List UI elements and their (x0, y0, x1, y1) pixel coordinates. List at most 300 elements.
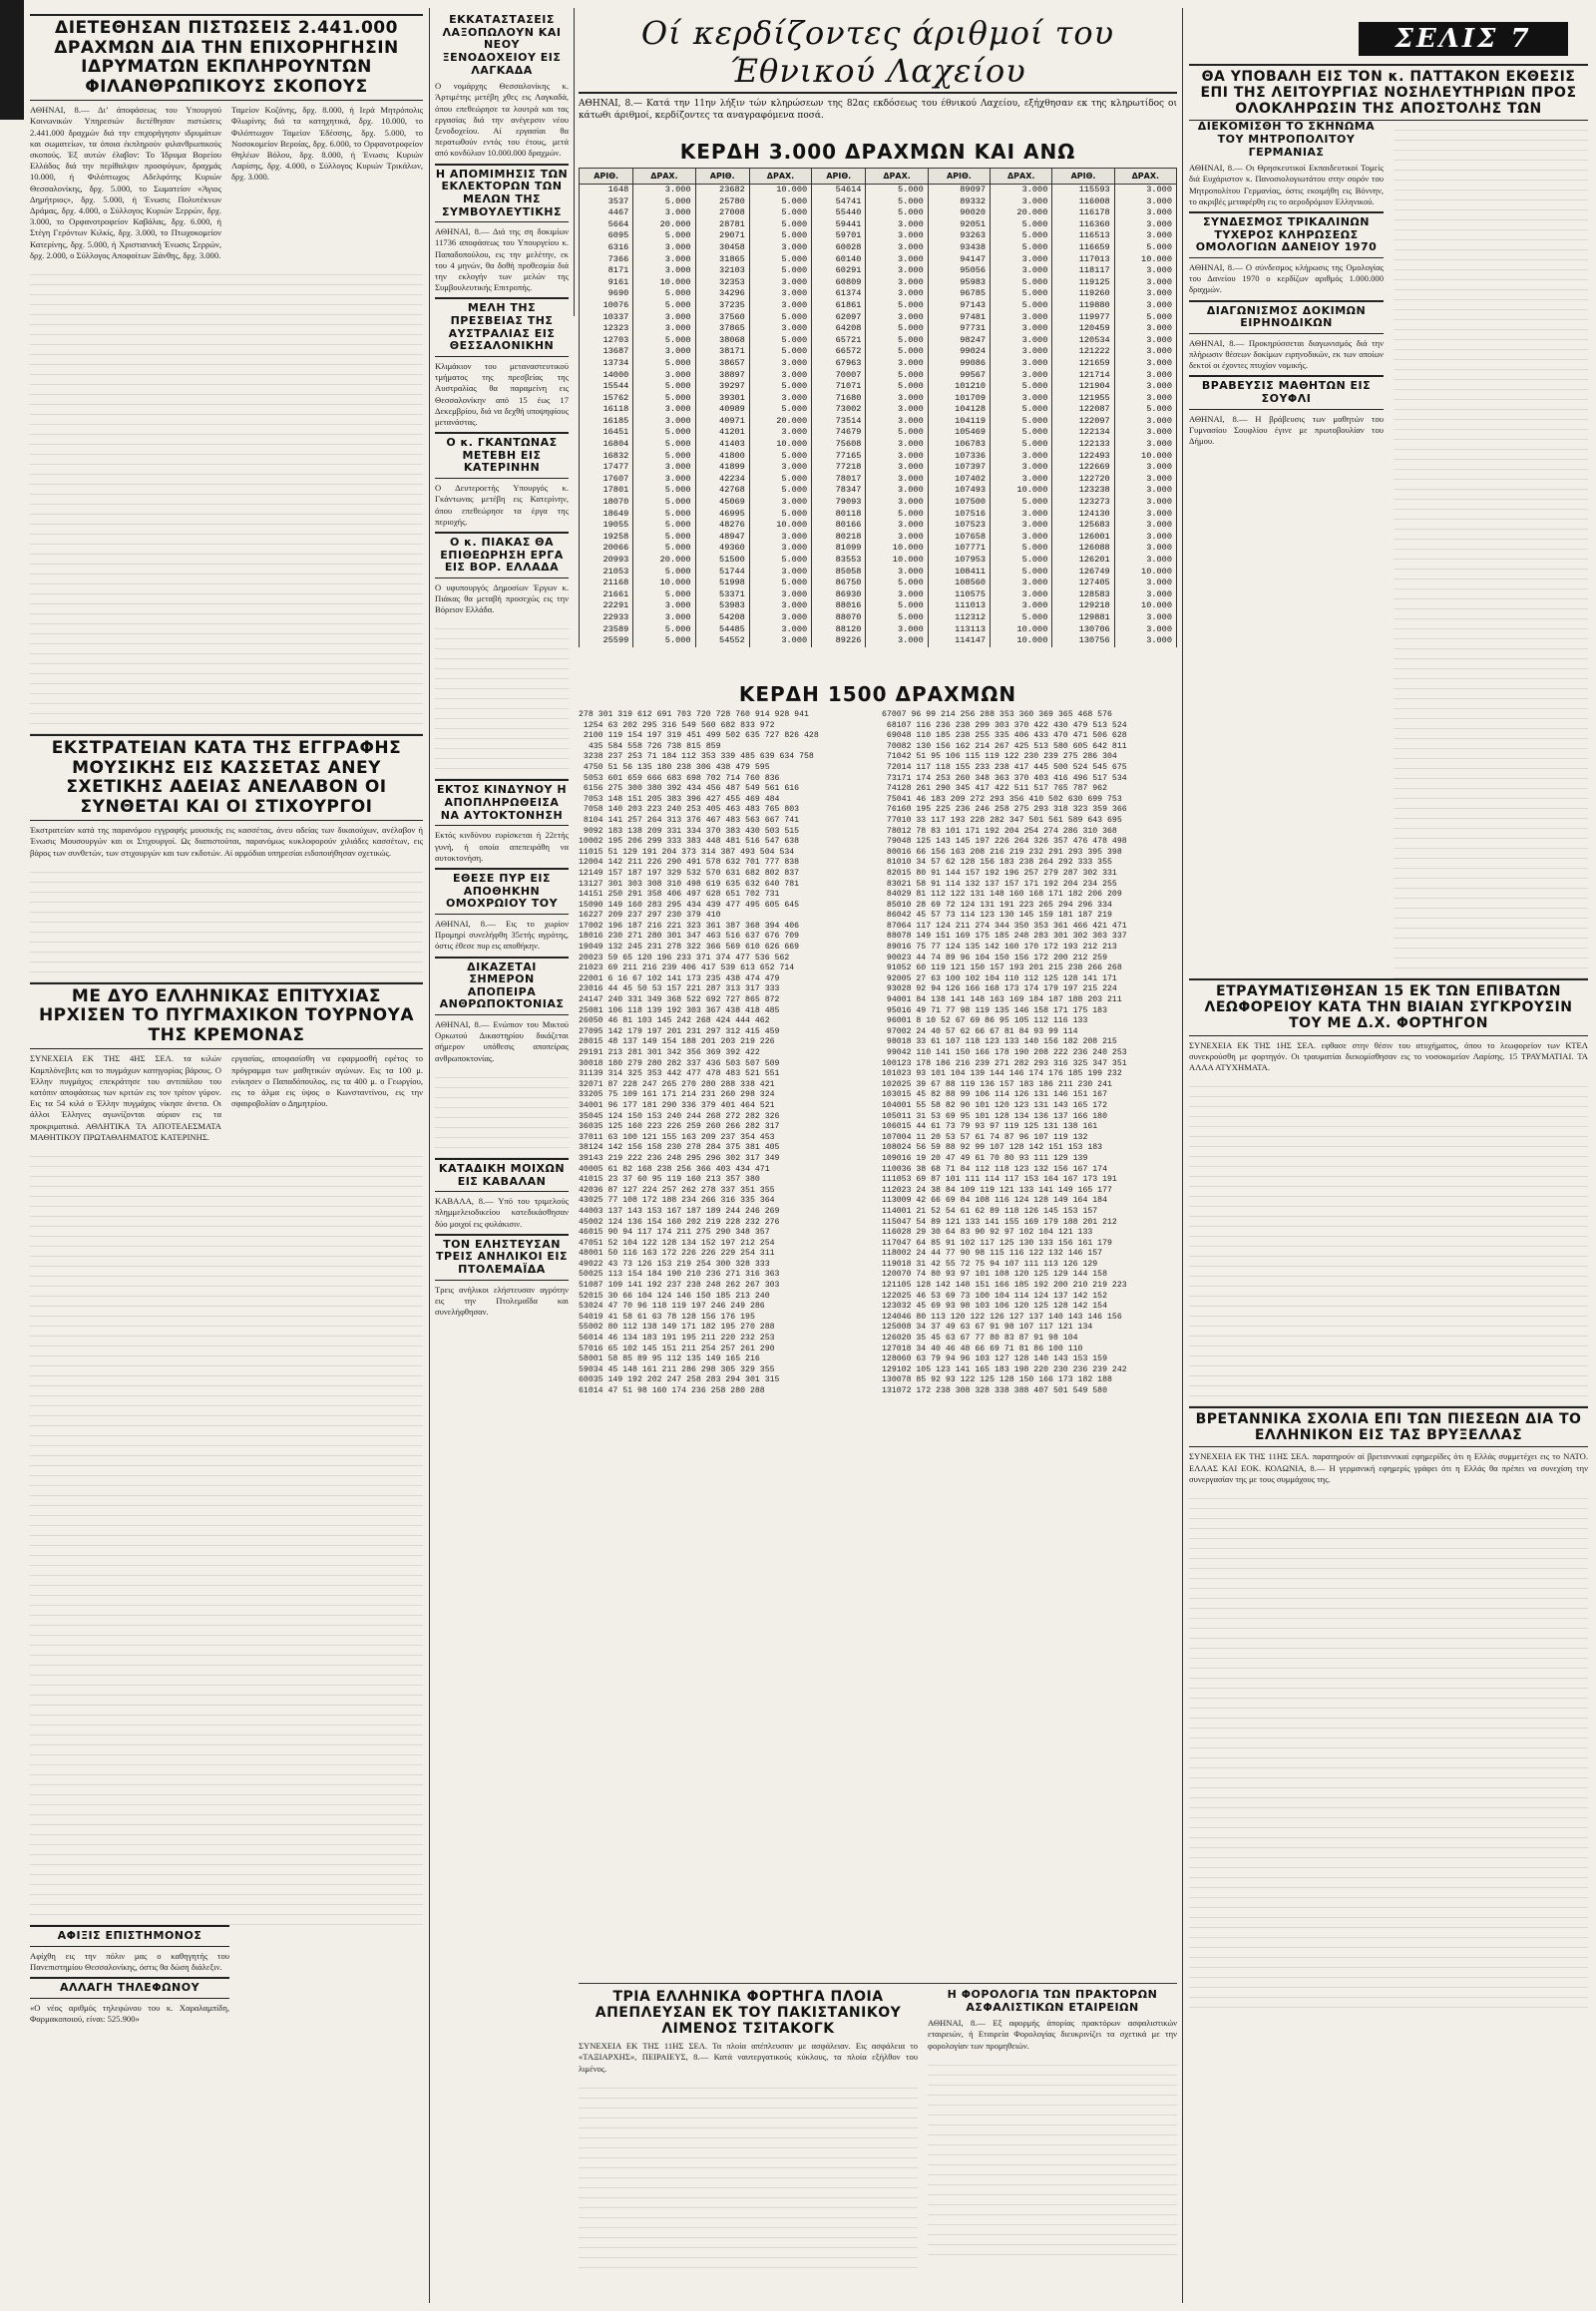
table-cell: 3.000 (1114, 230, 1176, 242)
table-cell: 3.000 (866, 393, 928, 405)
table-cell: 5.000 (866, 346, 928, 358)
table-cell: 5.000 (866, 381, 928, 393)
table-cell: 83553 (812, 555, 866, 567)
table-cell: 66572 (812, 346, 866, 358)
table-cell: 28781 (695, 219, 749, 231)
table-cell: 127405 (1052, 578, 1114, 589)
table-cell: 3.000 (749, 462, 811, 474)
table-cell: 20.000 (633, 219, 695, 231)
article-boxing-text-2: εργασίας, αποφασίσθη να εφαρμοσθή εφέτος το πρόγραμμα των μαθητικών αγώνων. Εις τα 100 μ. ενίκησεν ο Παπαδόπουλος, εις τα 400 μ. ο Γεωργίου, εις το άλμα εις ύψος ο Κωνσταντίνου, εις την σφαιροβολίαν ο Δημητρίου. (231, 1053, 423, 1109)
table-cell: 3.000 (749, 624, 811, 636)
table-row (580, 462, 1177, 474)
table-cell: 86750 (812, 578, 866, 589)
table-cell: 5.000 (749, 404, 811, 416)
table-cell: 27008 (695, 207, 749, 219)
table-cell: 5.000 (633, 300, 695, 312)
table-cell: 54552 (695, 635, 749, 647)
table-row (580, 288, 1177, 300)
table-cell: 23589 (580, 624, 633, 636)
table-cell: 5.000 (866, 335, 928, 347)
table-cell: 5664 (580, 219, 633, 231)
table-cell: 15544 (580, 381, 633, 393)
table-cell: 3.000 (1114, 196, 1176, 208)
table-cell: 3.000 (1114, 543, 1176, 555)
table-cell: 3.000 (1114, 624, 1176, 636)
article-british-text: ΣΥΝΕΧΕΙΑ ΕΚ ΤΗΣ 11ΗΣ ΣΕΛ. παρατηρούν αί βρεταννικαί εφημερίδες ότι η Ελλάς συμμετέχει εις το ΝΑΤΟ. ΕΛΛΑΣ ΚΑΙ ΕΟΚ. ΚΟΛΩΝΙΑ, 8.— Η γερμανική εφημερίς γράφει ότι η Ελλάς θα πρέπει να συνεχίση την συνεργασίαν της με τους συμμάχους της. (1189, 1451, 1588, 1484)
table-row (580, 439, 1177, 451)
table-cell: 5.000 (749, 219, 811, 231)
table-row (580, 485, 1177, 497)
table-cell: 3.000 (866, 242, 928, 254)
table-cell: 3.000 (866, 520, 928, 532)
table-cell: 3.000 (866, 532, 928, 544)
table-cell: 116008 (1052, 196, 1114, 208)
table-cell: 119125 (1052, 277, 1114, 289)
table-cell: 3.000 (1114, 520, 1176, 532)
table-cell: 119260 (1052, 288, 1114, 300)
table-cell: 3.000 (633, 323, 695, 335)
table-cell: 3.000 (1114, 578, 1176, 589)
table-cell: 41201 (695, 427, 749, 439)
table-cell: 45069 (695, 497, 749, 509)
table-cell: 108411 (928, 567, 990, 578)
table-cell: 3.000 (1114, 335, 1176, 347)
table-cell: 5.000 (633, 532, 695, 544)
table-cell: 62097 (812, 312, 866, 324)
table-cell: 3.000 (866, 439, 928, 451)
table-cell: 121659 (1052, 358, 1114, 370)
table-cell: 59441 (812, 219, 866, 231)
table-cell: 5.000 (633, 543, 695, 555)
table-cell: 39301 (695, 393, 749, 405)
table-cell: 5.000 (749, 254, 811, 266)
table-row (580, 300, 1177, 312)
table-cell: 5.000 (866, 612, 928, 624)
table-cell: 3.000 (1114, 635, 1176, 647)
table-cell: 19055 (580, 520, 633, 532)
table-cell: 3.000 (749, 589, 811, 601)
table-cell: 53371 (695, 589, 749, 601)
table-cell: 3.000 (633, 404, 695, 416)
table-row (580, 497, 1177, 509)
table-cell: 101709 (928, 393, 990, 405)
table-cell: 81099 (812, 543, 866, 555)
table-cell: 20.000 (991, 207, 1052, 219)
numbers-right-block (882, 710, 1177, 1977)
table-cell: 80118 (812, 509, 866, 521)
table-cell: 5.000 (866, 300, 928, 312)
table-cell: 93438 (928, 242, 990, 254)
table-cell: 70007 (812, 370, 866, 382)
table-cell: 3.000 (866, 485, 928, 497)
table-cell: 3.000 (991, 578, 1052, 589)
table-cell: 10.000 (749, 185, 811, 196)
table-cell: 3.000 (991, 451, 1052, 463)
page-edge-mark (0, 0, 24, 120)
table-cell: 18649 (580, 509, 633, 521)
table-cell: 3.000 (1114, 485, 1176, 497)
table-cell: 122097 (1052, 416, 1114, 428)
table-row (580, 230, 1177, 242)
table-cell: 54208 (695, 612, 749, 624)
headline-piakas: Ο κ. ΠΙΑΚΑΣ ΘΑ ΕΠΙΘΕΩΡΗΣΗ ΕΡΓΑ ΕΙΣ ΒΟΡ. ΕΛΛΑΔΑ (435, 532, 569, 578)
table-cell: 64208 (812, 323, 866, 335)
table-cell: 30458 (695, 242, 749, 254)
headline-gkantonas: Ο κ. ΓΚΑΝΤΩΝΑΣ ΜΕΤΕΒΗ ΕΙΣ ΚΑΤΕΡΙΝΗΝ (435, 432, 569, 479)
table-row (580, 589, 1177, 601)
table-cell: 54741 (812, 196, 866, 208)
table-cell: 49360 (695, 543, 749, 555)
table-cell: 23682 (695, 185, 749, 196)
table-cell: 20993 (580, 555, 633, 567)
table-cell: 5.000 (866, 370, 928, 382)
headline-british: ΒΡΕΤΑΝΝΙΚΑ ΣΧΟΛΙΑ ΕΠΙ ΤΩΝ ΠΙΕΣΕΩΝ ΔΙΑ ΤΟ ΕΛΛΗΝΙΚΟΝ ΕΙΣ ΤΑΣ ΒΡΥΞΕΛΛΑΣ (1189, 1406, 1588, 1447)
table-cell: 3.000 (1114, 277, 1176, 289)
table-cell: 5.000 (1114, 404, 1176, 416)
table-row (580, 207, 1177, 219)
table-cell: 97481 (928, 312, 990, 324)
table-cell: 3.000 (633, 207, 695, 219)
article-lagkadas-text: Ο νομάρχης Θεσσαλονίκης κ. Άρτιμέτης μετέβη χθες εις Λαγκαδά, όπου επεθεώρησε τα λουτρά και τας εργασίας διά την ανέγερσιν νέου ξενοδοχείου. Αί εργασίαι θα περατωθούν εντός του έτους, μετά από κονδύλιον 10.000.000 δραχμών. (435, 81, 569, 159)
article-scientist-text: Αφίχθη εις την πόλιν μας ο καθηγητής του Πανεπιστημίου Θεσσαλονίκης, όστις θα δώση διάλεξιν. (30, 1950, 229, 1972)
table-cell: 9161 (580, 277, 633, 289)
table-cell: 41403 (695, 439, 749, 451)
table-cell: 5.000 (633, 567, 695, 578)
text-block-filler (435, 1068, 569, 1158)
table-cell: 3.000 (866, 635, 928, 647)
headline-metropolitan: ΔΙΕΚΟΜΙΣΘΗ ΤΟ ΣΚΗΝΩΜΑ ΤΟΥ ΜΗΤΡΟΠΟΛΙΤΟΥ ΓΕΡΜΑΝΙΑΣ (1197, 120, 1376, 159)
table-cell: 114147 (928, 635, 990, 647)
table-cell: 106783 (928, 439, 990, 451)
lottery-subheading-1500: ΚΕΡΔΗ 1500 ΔΡΑΧΜΩΝ (738, 682, 1017, 706)
table-row (580, 578, 1177, 589)
table-cell: 5.000 (991, 543, 1052, 555)
table-cell: 125683 (1052, 520, 1114, 532)
table-cell: 3.000 (991, 393, 1052, 405)
table-header-cell: ΑΡΙΘ. (1052, 169, 1114, 185)
table-cell: 25599 (580, 635, 633, 647)
table-cell: 3.000 (749, 288, 811, 300)
text-block-filler (30, 1147, 423, 1925)
table-cell: 9690 (580, 288, 633, 300)
table-cell: 104128 (928, 404, 990, 416)
headline-ptolemaida: ΤΟΝ ΕΛΗΣΤΕΥΣΑΝ ΤΡΕΙΣ ΑΝΗΛΙΚΟΙ ΕΙΣ ΠΤΟΛΕΜΑΪΔΑ (435, 1234, 569, 1281)
table-cell: 107336 (928, 451, 990, 463)
table-cell: 13687 (580, 346, 633, 358)
table-cell: 5.000 (749, 381, 811, 393)
table-cell: 94147 (928, 254, 990, 266)
table-cell: 32353 (695, 277, 749, 289)
table-header-cell: ΔΡΑΧ. (866, 169, 928, 185)
table-cell: 3.000 (991, 532, 1052, 544)
table-cell: 112312 (928, 612, 990, 624)
text-block-filler (1189, 1489, 1588, 2008)
table-cell: 12323 (580, 323, 633, 335)
text-block-filler (579, 2079, 918, 2268)
table-cell: 71071 (812, 381, 866, 393)
column-rule (1182, 8, 1183, 2303)
table-cell: 61374 (812, 288, 866, 300)
table-cell: 3.000 (633, 312, 695, 324)
headline-fire: ΕΘΕΣΕ ΠΥΡ ΕΙΣ ΑΠΟΘΗΚΗΝ ΟΜΟΧΡΩΙΟΥ ΤΟΥ (435, 868, 569, 915)
table-cell: 5.000 (866, 600, 928, 612)
headline-pattakos: ΘΑ ΥΠΟΒΑΛΗ ΕΙΣ ΤΟΝ κ. ΠΑΤΤΑΚΟΝ ΕΚΘΕΣΙΣ ΕΠΙ ΤΗΣ ΛΕΙΤΟΥΡΓΙΑΣ ΝΟΣΗΛΕΥΤΗΡΙΩΝ ΠΡΟΣ ΟΛΟΚΛΗΡΩΣΙΝ ΤΗΣ ΑΠΟΣΤΟΛΗΣ ΤΩΝ (1189, 64, 1588, 121)
table-cell: 5.000 (866, 323, 928, 335)
table-cell: 59701 (812, 230, 866, 242)
table-cell: 5.000 (991, 288, 1052, 300)
table-cell: 88070 (812, 612, 866, 624)
lottery-table (579, 168, 1177, 647)
table-cell: 5.000 (749, 509, 811, 521)
lottery-table-header (580, 169, 1177, 185)
table-cell: 3.000 (1114, 439, 1176, 451)
article-phone-text: «Ο νέος αριθμός τηλεφώνου του κ. Χαραλαμπίδη, Φαρμακοποιού, είναι: 525.900» (30, 2002, 229, 2024)
table-cell: 54485 (695, 624, 749, 636)
article-gkantonas-text: Ο Δευτεροετής Υπουργός κ. Γκάντωνας μετέβη εις Κατερίνην, όπου επεθεώρησε τα έργα της περιοχής. (435, 483, 569, 527)
text-block-filler (1394, 121, 1588, 978)
table-cell: 130756 (1052, 635, 1114, 647)
table-cell: 51998 (695, 578, 749, 589)
table-cell: 38171 (695, 346, 749, 358)
table-cell: 118117 (1052, 265, 1114, 277)
table-cell: 3.000 (749, 393, 811, 405)
article-trikala-text: ΑΘΗΝΑΙ, 8.— Ο σύνδεσμος κλήρωσις της Ομολογίας του Δανείου 1970 ο κερδίζων αριθμός 1.000.000 δραχμών. (1189, 261, 1384, 295)
article-piakas-text: Ο υφυπουργός Δημοσίων Έργων κ. Πιάκας θα μεταβή προσεχώς εις την Βόρειον Ελλάδα. (435, 581, 569, 615)
table-row (580, 370, 1177, 382)
table-cell: 3.000 (866, 254, 928, 266)
text-block-filler (1189, 1077, 1588, 1406)
table-cell: 3.000 (866, 230, 928, 242)
table-cell: 5.000 (633, 381, 695, 393)
table-cell: 37560 (695, 312, 749, 324)
table-cell: 20066 (580, 543, 633, 555)
table-cell: 48947 (695, 532, 749, 544)
table-cell: 5.000 (633, 230, 695, 242)
table-cell: 3.000 (633, 265, 695, 277)
table-cell: 3.000 (991, 462, 1052, 474)
table-cell: 113113 (928, 624, 990, 636)
table-cell: 129881 (1052, 612, 1114, 624)
table-cell: 5.000 (991, 612, 1052, 624)
article-fire-text: ΑΘΗΝΑΙ, 8.— Εις το χωρίον Προμηρί συνελήφθη 35ετής αγρότης, όστις έθεσε πυρ εις αποθήκην. (435, 918, 569, 952)
table-cell: 98247 (928, 335, 990, 347)
table-cell: 6095 (580, 230, 633, 242)
table-cell: 5.000 (749, 474, 811, 486)
table-cell: 21168 (580, 578, 633, 589)
table-cell: 3.000 (1114, 370, 1176, 382)
table-cell: 60291 (812, 265, 866, 277)
table-cell: 3.000 (866, 416, 928, 428)
table-cell: 5.000 (749, 196, 811, 208)
headline-electors: Η ΑΠΟΜΙΜΗΣΙΣ ΤΩΝ ΕΚΛΕΚΤΟΡΩΝ ΤΩΝ ΜΕΛΩΝ ΤΗΣ ΣΥΜΒΟΥΛΕΥΤΙΚΗΣ (435, 164, 569, 223)
table-cell: 3.000 (991, 185, 1052, 196)
table-cell: 3.000 (866, 277, 928, 289)
text-block-filler (928, 2056, 1177, 2255)
section-rule (579, 1983, 1177, 1984)
table-cell: 10.000 (749, 520, 811, 532)
table-cell: 116659 (1052, 242, 1114, 254)
table-cell: 124130 (1052, 509, 1114, 521)
table-cell: 71680 (812, 393, 866, 405)
ships-article (579, 1989, 918, 2308)
table-cell: 5.000 (991, 439, 1052, 451)
table-cell: 116178 (1052, 207, 1114, 219)
table-cell: 3.000 (633, 600, 695, 612)
table-header-cell: ΑΡΙΘ. (928, 169, 990, 185)
table-cell: 89226 (812, 635, 866, 647)
table-cell: 3.000 (991, 323, 1052, 335)
table-cell: 3.000 (633, 462, 695, 474)
table-row (580, 532, 1177, 544)
table-cell: 97143 (928, 300, 990, 312)
table-cell: 5.000 (749, 230, 811, 242)
lottery-table-wrap (579, 168, 1177, 666)
headline-trial: ΔΙΚΑΖΕΤΑΙ ΣΗΜΕΡΟΝ ΑΠΟΠΕΙΡΑ ΑΝΘΡΩΠΟΚΤΟΝΙΑΣ (435, 957, 569, 1016)
table-header-cell: ΔΡΑΧ. (633, 169, 695, 185)
table-cell: 60028 (812, 242, 866, 254)
table-cell: 3.000 (991, 520, 1052, 532)
table-cell: 122493 (1052, 451, 1114, 463)
table-cell: 5.000 (991, 381, 1052, 393)
table-row (580, 358, 1177, 370)
table-cell: 3.000 (1114, 427, 1176, 439)
table-cell: 55440 (812, 207, 866, 219)
table-cell: 17477 (580, 462, 633, 474)
table-cell: 3.000 (749, 600, 811, 612)
headline-trikala: ΣΥΝΔΕΣΜΟΣ ΤΡΙΚΑΛΙΝΩΝ ΤΥΧΕΡΟΣ ΚΛΗΡΩΣΕΩΣ ΟΜΟΛΟΓΙΩΝ ΔΑΝΕΙΟΥ 1970 (1189, 211, 1384, 258)
table-cell: 5.000 (633, 439, 695, 451)
table-cell: 105469 (928, 427, 990, 439)
table-cell: 22933 (580, 612, 633, 624)
table-row (580, 600, 1177, 612)
table-cell: 77165 (812, 451, 866, 463)
table-cell: 107402 (928, 474, 990, 486)
table-cell: 37235 (695, 300, 749, 312)
table-cell: 3.000 (1114, 555, 1176, 567)
table-cell: 86930 (812, 589, 866, 601)
table-header-cell: ΑΡΙΘ. (812, 169, 866, 185)
table-cell: 51500 (695, 555, 749, 567)
table-row (580, 323, 1177, 335)
table-cell: 117013 (1052, 254, 1114, 266)
table-cell: 3.000 (866, 312, 928, 324)
text-block-filler (30, 265, 423, 734)
table-cell: 5.000 (633, 497, 695, 509)
table-cell: 3.000 (749, 543, 811, 555)
table-row (580, 427, 1177, 439)
table-cell: 5.000 (991, 230, 1052, 242)
table-cell: 126749 (1052, 567, 1114, 578)
table-row (580, 265, 1177, 277)
table-cell: 99567 (928, 370, 990, 382)
table-cell: 46995 (695, 509, 749, 521)
table-cell: 3.000 (866, 219, 928, 231)
table-row (580, 474, 1177, 486)
table-cell: 41899 (695, 462, 749, 474)
table-cell: 5.000 (633, 589, 695, 601)
table-cell: 3.000 (991, 589, 1052, 601)
table-cell: 10.000 (991, 485, 1052, 497)
lottery-banner (579, 14, 1177, 121)
table-cell: 5.000 (749, 335, 811, 347)
table-cell: 3.000 (749, 300, 811, 312)
table-cell: 3.000 (991, 196, 1052, 208)
table-cell: 5.000 (633, 520, 695, 532)
table-cell: 3.000 (1114, 300, 1176, 312)
table-cell: 3.000 (1114, 416, 1176, 428)
table-cell: 120459 (1052, 323, 1114, 335)
table-cell: 5.000 (991, 555, 1052, 567)
table-cell: 5.000 (749, 207, 811, 219)
table-cell: 65721 (812, 335, 866, 347)
article-soufli-text: ΑΘΗΝΑΙ, 8.— Η βράβευσις των μαθητών του Γυμνασίου Σουφλίου έγινε με πρωτοβουλίαν του Δήμου. (1189, 413, 1384, 447)
table-cell: 3.000 (866, 451, 928, 463)
table-cell: 5.000 (866, 427, 928, 439)
table-cell: 107953 (928, 555, 990, 567)
table-cell: 107397 (928, 462, 990, 474)
table-row (580, 381, 1177, 393)
table-cell: 123238 (1052, 485, 1114, 497)
table-cell: 78347 (812, 485, 866, 497)
table-cell: 3.000 (1114, 219, 1176, 231)
table-cell: 5.000 (991, 427, 1052, 439)
table-cell: 107500 (928, 497, 990, 509)
headline-scientist: ΑΦΙΞΙΣ ΕΠΙΣΤΗΜΟΝΟΣ (30, 1925, 229, 1947)
table-cell: 6316 (580, 242, 633, 254)
table-cell: 3.000 (1114, 462, 1176, 474)
table-cell: 116360 (1052, 219, 1114, 231)
table-cell: 17607 (580, 474, 633, 486)
table-cell: 3.000 (749, 497, 811, 509)
table-cell: 40971 (695, 416, 749, 428)
table-cell: 107493 (928, 485, 990, 497)
table-cell: 3.000 (749, 612, 811, 624)
table-cell: 78017 (812, 474, 866, 486)
table-cell: 5.000 (633, 393, 695, 405)
table-cell: 3.000 (633, 185, 695, 196)
table-cell: 128583 (1052, 589, 1114, 601)
lottery-title: Οί κερδίζοντες άριθμοί του Έθνικού Λαχείου (579, 14, 1177, 94)
table-cell: 5.000 (633, 635, 695, 647)
table-cell: 38897 (695, 370, 749, 382)
table-cell: 7366 (580, 254, 633, 266)
table-cell: 16185 (580, 416, 633, 428)
table-cell: 107523 (928, 520, 990, 532)
table-cell: 80218 (812, 532, 866, 544)
article-tax-text: ΑΘΗΝΑΙ, 8.— Εξ αφορμής άπορίας πρακτόρων ασφαλιστικών εταιρειών, ή Εταιρεία Φορολογίας διευκρινίζει τα σχετικά με την φορολογίαν των προμηθειών. (928, 2018, 1177, 2051)
table-cell: 122133 (1052, 439, 1114, 451)
table-cell: 16832 (580, 451, 633, 463)
left-column (30, 14, 423, 2298)
table-cell: 120534 (1052, 335, 1114, 347)
table-cell: 16451 (580, 427, 633, 439)
table-cell: 3.000 (866, 265, 928, 277)
table-cell: 111013 (928, 600, 990, 612)
article-ptolemaida-text: Τρεις ανήλικοι ελήστευσαν αγρότην εις την Πτολεμαΐδα και συνελήφθησαν. (435, 1284, 569, 1318)
table-cell: 37865 (695, 323, 749, 335)
table-cell: 5.000 (991, 404, 1052, 416)
table-cell: 122087 (1052, 404, 1114, 416)
table-cell: 92051 (928, 219, 990, 231)
headline-suicide: ΕΚΤΟΣ ΚΙΝΔΥΝΟΥ Η ΑΠΟΠΛΗΡΩΘΕΙΣΑ ΝΑ ΑΥΤΟΚΤΟΝΗΣΗ (435, 779, 569, 826)
table-cell: 5.000 (633, 335, 695, 347)
text-block-filler (30, 863, 423, 982)
table-cell: 3.000 (749, 242, 811, 254)
table-row (580, 277, 1177, 289)
table-cell: 3.000 (1114, 265, 1176, 277)
table-cell: 88120 (812, 624, 866, 636)
table-cell: 3.000 (749, 277, 811, 289)
